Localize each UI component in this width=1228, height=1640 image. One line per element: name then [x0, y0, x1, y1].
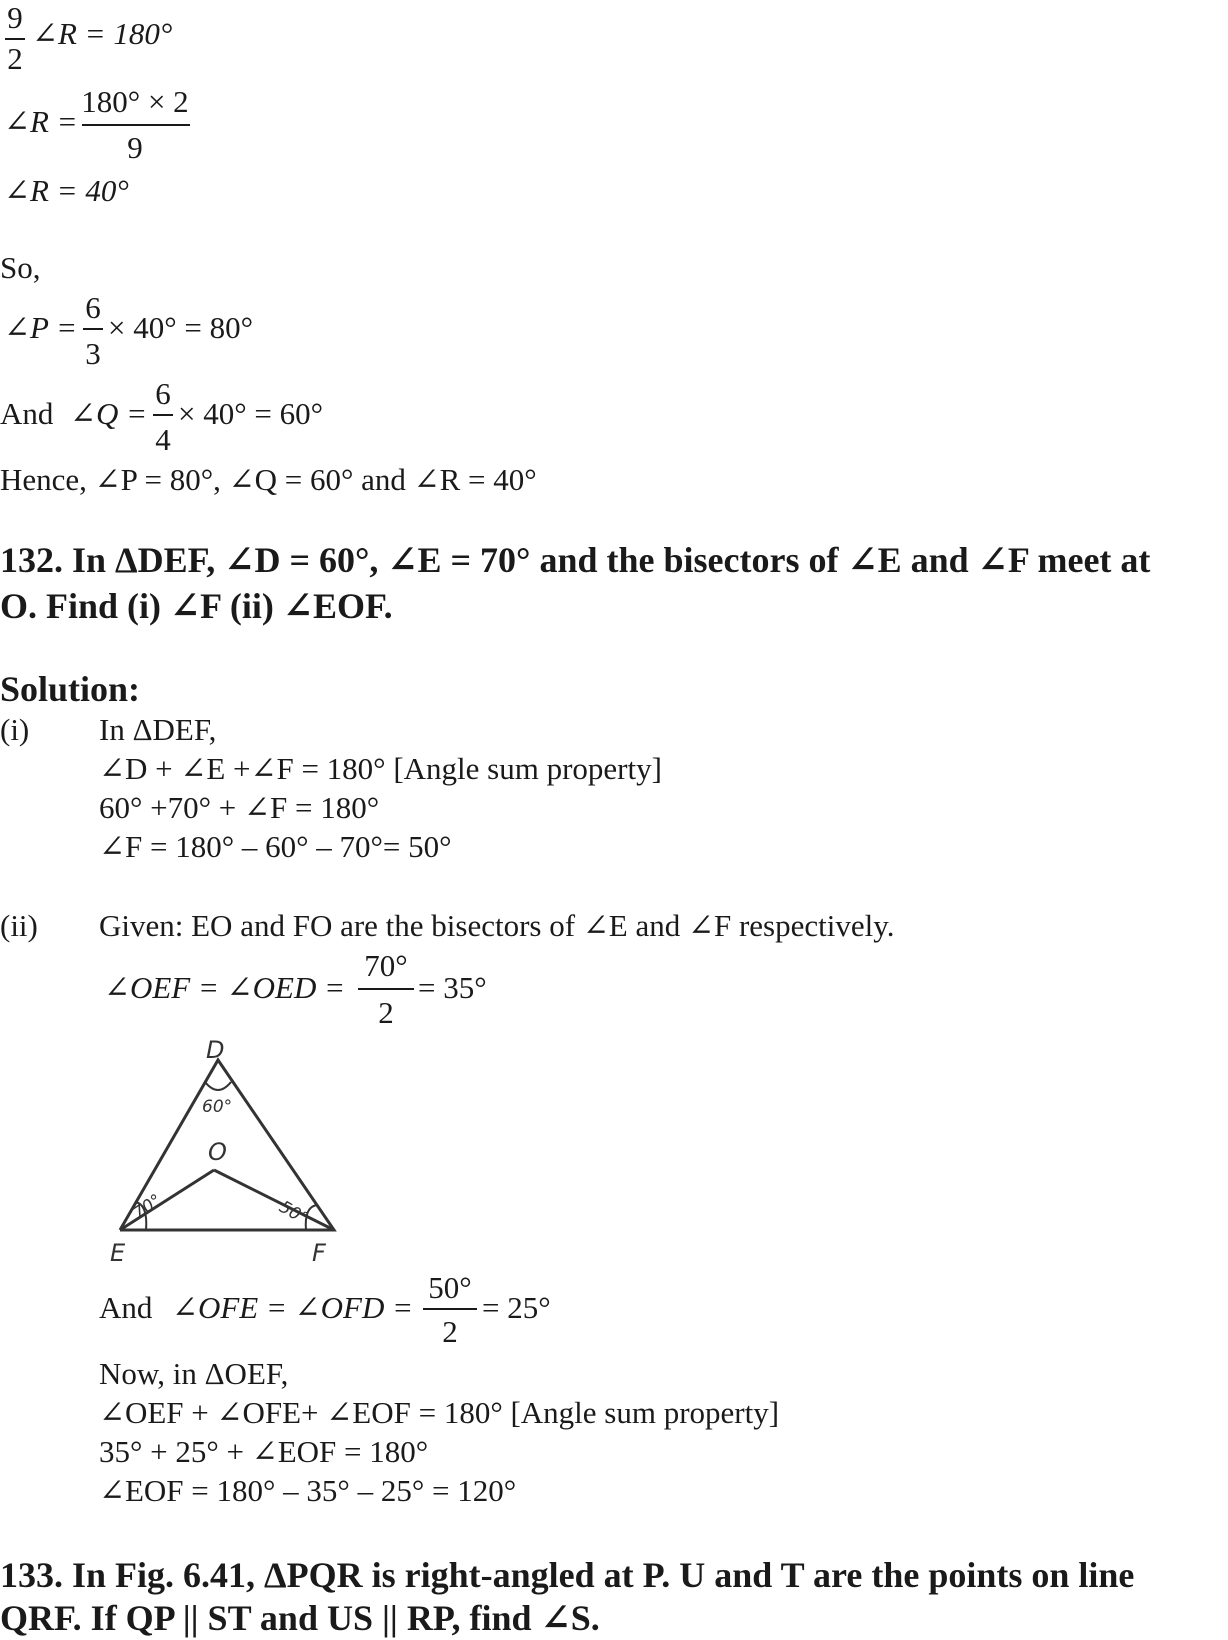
p-line-lhs: ∠P =: [4, 310, 78, 345]
p-fraction-den: [82, 338, 104, 369]
fraction-numerator: 9: [7, 0, 23, 35]
ofe-lhs: ∠OFE = ∠OFD =: [172, 1290, 414, 1325]
hence-text: Hence, ∠P = 80°, ∠Q = 60° and ∠R = 40°: [0, 462, 537, 497]
triangle-def-diagram: [110, 1038, 350, 1268]
angle-arc-d: [205, 1082, 231, 1090]
fraction-denominator: 3: [85, 336, 101, 371]
fraction-numerator: 50°: [428, 1270, 472, 1305]
part-i-line: ∠D + ∠E +∠F = 180° [Angle sum property]: [99, 751, 662, 786]
fraction-bar: [82, 124, 190, 126]
fraction-bar: [83, 328, 103, 330]
fraction-numerator: 180° × 2: [81, 84, 189, 119]
vertex-label-d: D: [206, 1038, 225, 1064]
part-ii-line: Now, in ΔOEF,: [99, 1356, 289, 1391]
fraction-denominator: 2: [442, 1314, 458, 1349]
q-line-lhs: ∠Q =: [70, 396, 148, 431]
fraction-bar: [5, 38, 25, 40]
fraction-180x2-den: [80, 132, 190, 163]
part-i-marker: (i): [0, 712, 30, 747]
ofe-fraction-den: [420, 1316, 480, 1347]
fraction-180x2-num: [80, 86, 190, 117]
q-line-rest: × 40° = 60°: [178, 396, 324, 431]
equation-line-2-lhs: ∠R =: [4, 104, 78, 139]
so-text: So,: [0, 250, 41, 285]
fraction-denominator: 2: [7, 41, 23, 76]
equation-line-1: ∠R = 180°: [32, 16, 173, 51]
ofe-fraction-num: [420, 1272, 480, 1303]
p-fraction-num: [82, 292, 104, 323]
q-fraction-num: [152, 378, 174, 409]
fraction-numerator: 70°: [364, 948, 408, 983]
and-text-2: And: [99, 1290, 153, 1325]
question-133-line-2: QRF. If QP || ST and US || RP, find ∠S.: [0, 1598, 600, 1638]
fraction-numerator: 6: [155, 376, 171, 411]
and-text: And: [0, 396, 54, 431]
oef-lhs: ∠OEF = ∠OED =: [104, 970, 346, 1005]
part-ii-line: 35° + 25° + ∠EOF = 180°: [99, 1434, 429, 1469]
oef-rest: = 35°: [418, 970, 487, 1005]
part-ii-line: ∠EOF = 180° – 35° – 25° = 120°: [99, 1473, 517, 1508]
question-133-line-1: 133. In Fig. 6.41, ΔPQR is right-angled at P. U and T are the points on line: [0, 1555, 1135, 1595]
question-132-line-1: 132. In ΔDEF, ∠D = 60°, ∠E = 70° and the bisectors of ∠E and ∠F meet at: [0, 540, 1151, 580]
fraction-9-over-2: [4, 2, 26, 33]
oef-fraction-num: [356, 950, 416, 981]
fraction-denominator: 9: [127, 130, 143, 165]
fraction-bar: [423, 1308, 477, 1310]
bisector-fo: [214, 1170, 334, 1230]
part-ii-marker: (ii): [0, 908, 38, 943]
angle-label-e: 70°: [129, 1190, 166, 1225]
fraction-bar: [153, 414, 173, 416]
fraction-denominator-box: [4, 43, 26, 74]
part-i-line: ∠F = 180° – 60° – 70°= 50°: [99, 829, 452, 864]
angle-label-d: 60°: [202, 1097, 233, 1117]
part-i-line: In ΔDEF,: [99, 712, 217, 747]
equation-line-3: ∠R = 40°: [4, 173, 129, 208]
part-i-line: 60° +70° + ∠F = 180°: [99, 790, 380, 825]
solution-heading: Solution:: [0, 669, 141, 709]
part-ii-given: Given: EO and FO are the bisectors of ∠E and ∠F respectively.: [99, 908, 895, 943]
ofe-rest: = 25°: [482, 1290, 551, 1325]
vertex-label-e: E: [110, 1239, 126, 1267]
fraction-denominator: 4: [155, 422, 171, 457]
fraction-denominator: 2: [378, 995, 394, 1030]
question-132-line-2: O. Find (i) ∠F (ii) ∠EOF.: [0, 586, 393, 626]
bisector-eo: [120, 1170, 214, 1230]
p-line-rest: × 40° = 80°: [108, 310, 254, 345]
fraction-numerator: 6: [85, 290, 101, 325]
oef-fraction-den: [356, 997, 416, 1028]
vertex-label-f: F: [312, 1239, 326, 1267]
fraction-bar: [358, 988, 414, 990]
part-ii-line: ∠OEF + ∠OFE+ ∠EOF = 180° [Angle sum property]: [99, 1395, 780, 1430]
point-label-o: O: [208, 1138, 227, 1166]
q-fraction-den: [152, 424, 174, 455]
angle-label-f: 50°: [275, 1197, 312, 1230]
